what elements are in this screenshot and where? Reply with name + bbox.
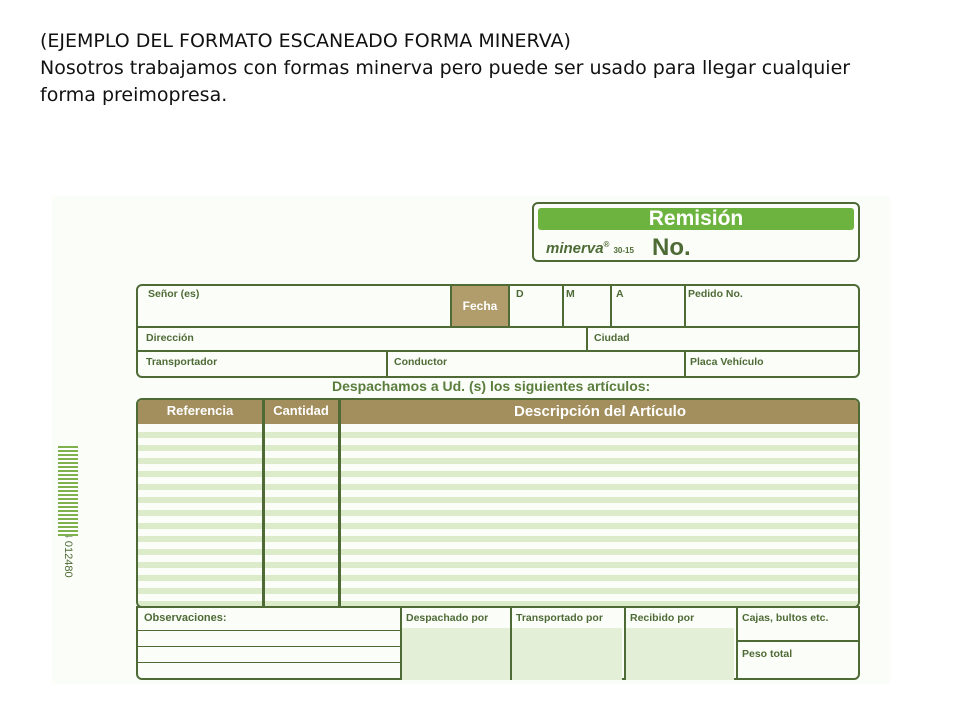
table-row bbox=[138, 497, 858, 503]
table-row bbox=[138, 523, 858, 529]
despachado-label: Despachado por bbox=[406, 612, 489, 624]
intro-line-1: (EJEMPLO DEL FORMATO ESCANEADO FORMA MINERVA) bbox=[40, 30, 571, 52]
col-descripcion: Descripción del Artículo bbox=[514, 403, 686, 420]
table-row bbox=[138, 536, 858, 542]
transportador-label: Transportador bbox=[146, 356, 218, 368]
conductor-label: Conductor bbox=[394, 356, 448, 368]
table-row bbox=[138, 484, 858, 490]
footer-block bbox=[136, 606, 860, 680]
form-title: Remisión bbox=[538, 208, 854, 230]
table-row bbox=[138, 575, 858, 581]
intro-text bbox=[40, 28, 920, 109]
customer-info-block bbox=[136, 284, 860, 378]
observaciones-label: Observaciones: bbox=[144, 612, 227, 624]
ciudad-label: Ciudad bbox=[594, 332, 630, 344]
anio-label: A bbox=[616, 288, 624, 300]
recibido-label: Recibido por bbox=[630, 612, 695, 624]
col-cantidad: Cantidad bbox=[273, 403, 329, 418]
intro-line-2: Nosotros trabajamos con formas minerva pero puede ser usado para llegar cualquier bbox=[40, 57, 851, 79]
despachamos-text: Despachamos a Ud. (s) los siguientes artículos: bbox=[332, 378, 651, 394]
table-row bbox=[138, 432, 858, 438]
col-referencia: Referencia bbox=[166, 403, 234, 418]
items-table bbox=[136, 398, 860, 608]
cajas-label: Cajas, bultos etc. bbox=[742, 612, 829, 624]
form-header bbox=[532, 202, 860, 262]
table-row bbox=[138, 588, 858, 594]
fecha-label: Fecha bbox=[450, 286, 510, 326]
table-row bbox=[138, 471, 858, 477]
barcode-icon bbox=[58, 446, 78, 536]
table-row bbox=[138, 549, 858, 555]
table-row bbox=[138, 458, 858, 464]
placa-label: Placa Vehículo bbox=[690, 356, 764, 368]
intro-line-3: forma preimopresa. bbox=[40, 84, 228, 106]
peso-label: Peso total bbox=[742, 648, 793, 660]
remision-form-image bbox=[52, 196, 890, 684]
minerva-logo: minerva®30-15 bbox=[546, 240, 634, 257]
number-label: No. bbox=[652, 234, 691, 261]
pedido-label: Pedido No. bbox=[688, 288, 743, 300]
senor-label: Señor (es) bbox=[148, 288, 200, 300]
table-row bbox=[138, 510, 858, 516]
transportado-label: Transportado por bbox=[516, 612, 603, 624]
table-row bbox=[138, 445, 858, 451]
mes-label: M bbox=[566, 288, 575, 300]
direccion-label: Dirección bbox=[146, 332, 194, 344]
dia-label: D bbox=[516, 288, 524, 300]
items-header bbox=[138, 400, 858, 424]
table-row bbox=[138, 562, 858, 568]
